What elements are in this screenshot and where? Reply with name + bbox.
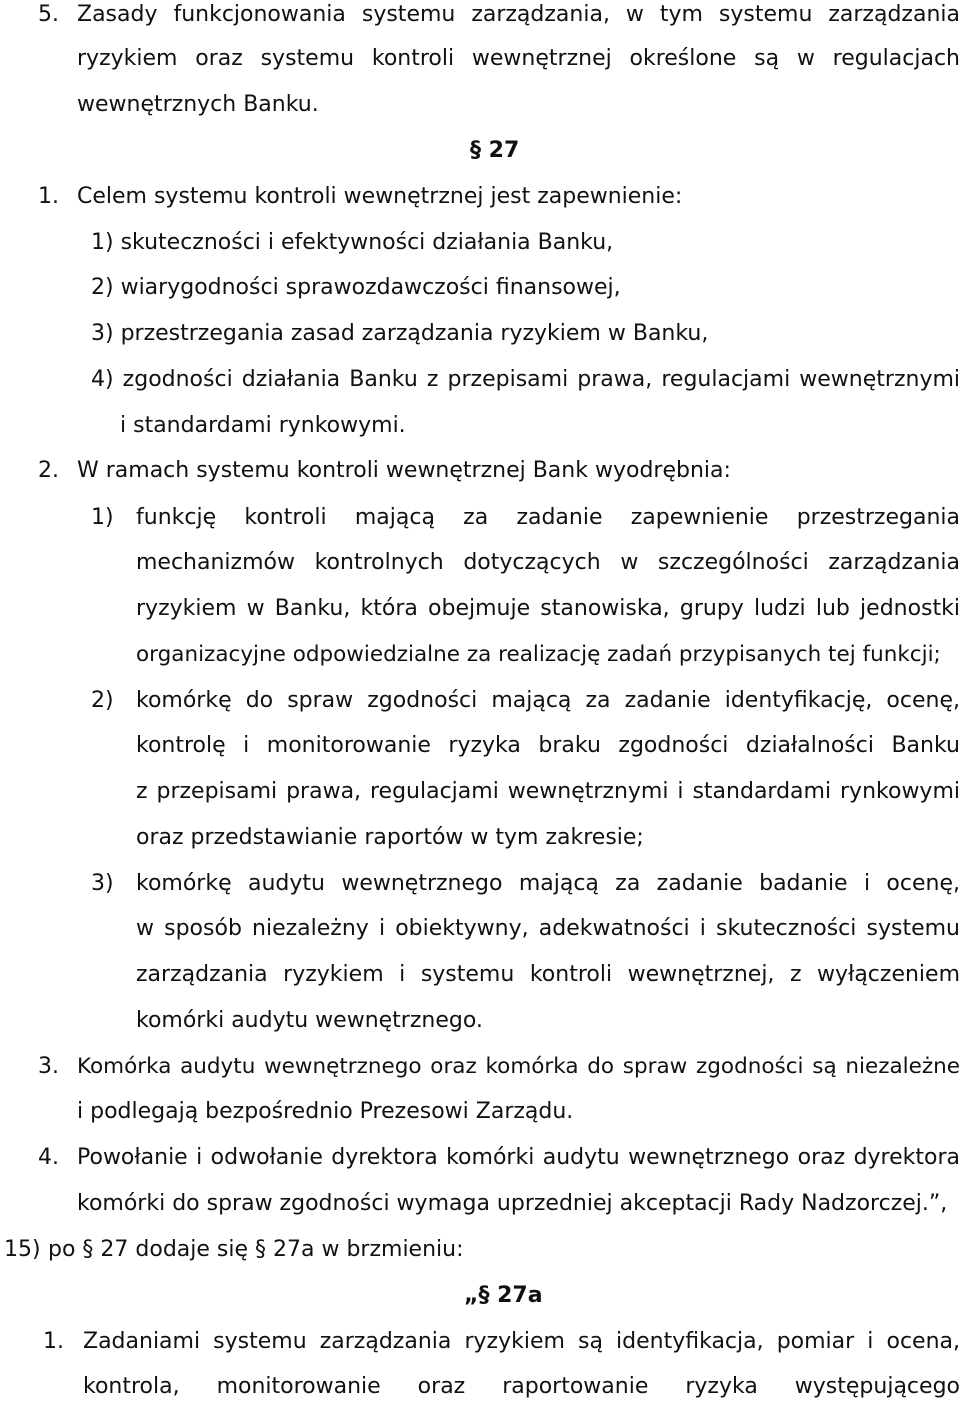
- text-line: Powołanie i odwołanie dyrektora komórki audytu wewnętrznego oraz dyrektora: [77, 1145, 960, 1170]
- text-line: mechanizmów kontrolnych dotyczących w szczególności zarządzania: [136, 550, 960, 575]
- text-line: i podlegają bezpośrednio Prezesowi Zarządu.: [77, 1099, 574, 1124]
- text-line: i standardami rynkowymi.: [120, 413, 406, 438]
- text-line: W ramach systemu kontroli wewnętrznej Bank wyodrębnia:: [77, 458, 731, 483]
- text-line: funkcję kontroli mającą za zadanie zapewnienie przestrzegania: [136, 505, 960, 530]
- text-line: komórkę audytu wewnętrznego mającą za zadanie badanie i ocenę,: [136, 871, 960, 896]
- text-line: organizacyjne odpowiedzialne za realizację zadań przypisanych tej funkcji;: [136, 642, 941, 667]
- list-number: 1): [91, 505, 114, 530]
- list-number: 3.: [38, 1054, 59, 1079]
- text-line: w sposób niezależny i obiektywny, adekwatności i skuteczności systemu: [136, 916, 960, 941]
- text-line: 2) wiarygodności sprawozdawczości finansowej,: [91, 275, 621, 300]
- text-line: kontrola, monitorowanie oraz raportowanie ryzyka występującego: [83, 1374, 960, 1399]
- text-line: wewnętrznych Banku.: [77, 92, 319, 117]
- section-heading: „§ 27a: [464, 1283, 543, 1308]
- text-line: Zasady funkcjonowania systemu zarządzania, w tym systemu zarządzania: [77, 2, 960, 27]
- text-line: Komórka audytu wewnętrznego oraz komórka do spraw zgodności są niezależne: [77, 1054, 960, 1079]
- list-number: 2): [91, 688, 114, 713]
- text-line: po § 27 dodaje się § 27a w brzmieniu:: [48, 1237, 464, 1262]
- text-line: komórkę do spraw zgodności mającą za zadanie identyfikację, ocenę,: [136, 688, 960, 713]
- text-line: 3) przestrzegania zasad zarządzania ryzykiem w Banku,: [91, 321, 709, 346]
- text-line: 4) zgodności działania Banku z przepisami prawa, regulacjami wewnętrznymi: [91, 367, 960, 392]
- list-number: 1.: [43, 1329, 64, 1354]
- text-line: 1) skuteczności i efektywności działania Banku,: [91, 230, 614, 255]
- text-line: Celem systemu kontroli wewnętrznej jest zapewnienie:: [77, 184, 683, 209]
- text-line: zarządzania ryzykiem i systemu kontroli wewnętrznej, z wyłączeniem: [136, 962, 960, 987]
- text-line: komórki do spraw zgodności wymaga uprzedniej akceptacji Rady Nadzorczej.”,: [77, 1191, 948, 1216]
- list-number: 1.: [38, 184, 59, 209]
- text-line: komórki audytu wewnętrznego.: [136, 1008, 483, 1033]
- list-number: 4.: [38, 1145, 59, 1170]
- text-line: kontrolę i monitorowanie ryzyka braku zgodności działalności Banku: [136, 733, 960, 758]
- text-line: oraz przedstawianie raportów w tym zakresie;: [136, 825, 644, 850]
- list-number: 2.: [38, 458, 59, 483]
- section-heading: § 27: [470, 138, 520, 163]
- list-number: 3): [91, 871, 114, 896]
- text-line: ryzykiem oraz systemu kontroli wewnętrznej określone są w regulacjach: [77, 46, 960, 71]
- text-line: z przepisami prawa, regulacjami wewnętrznymi i standardami rynkowymi: [136, 779, 960, 804]
- text-line: Zadaniami systemu zarządzania ryzykiem są identyfikacja, pomiar i ocena,: [83, 1329, 960, 1354]
- text-line: ryzykiem w Banku, która obejmuje stanowiska, grupy ludzi lub jednostki: [136, 596, 960, 621]
- list-number: 5.: [38, 2, 59, 27]
- list-number: 15): [4, 1237, 41, 1262]
